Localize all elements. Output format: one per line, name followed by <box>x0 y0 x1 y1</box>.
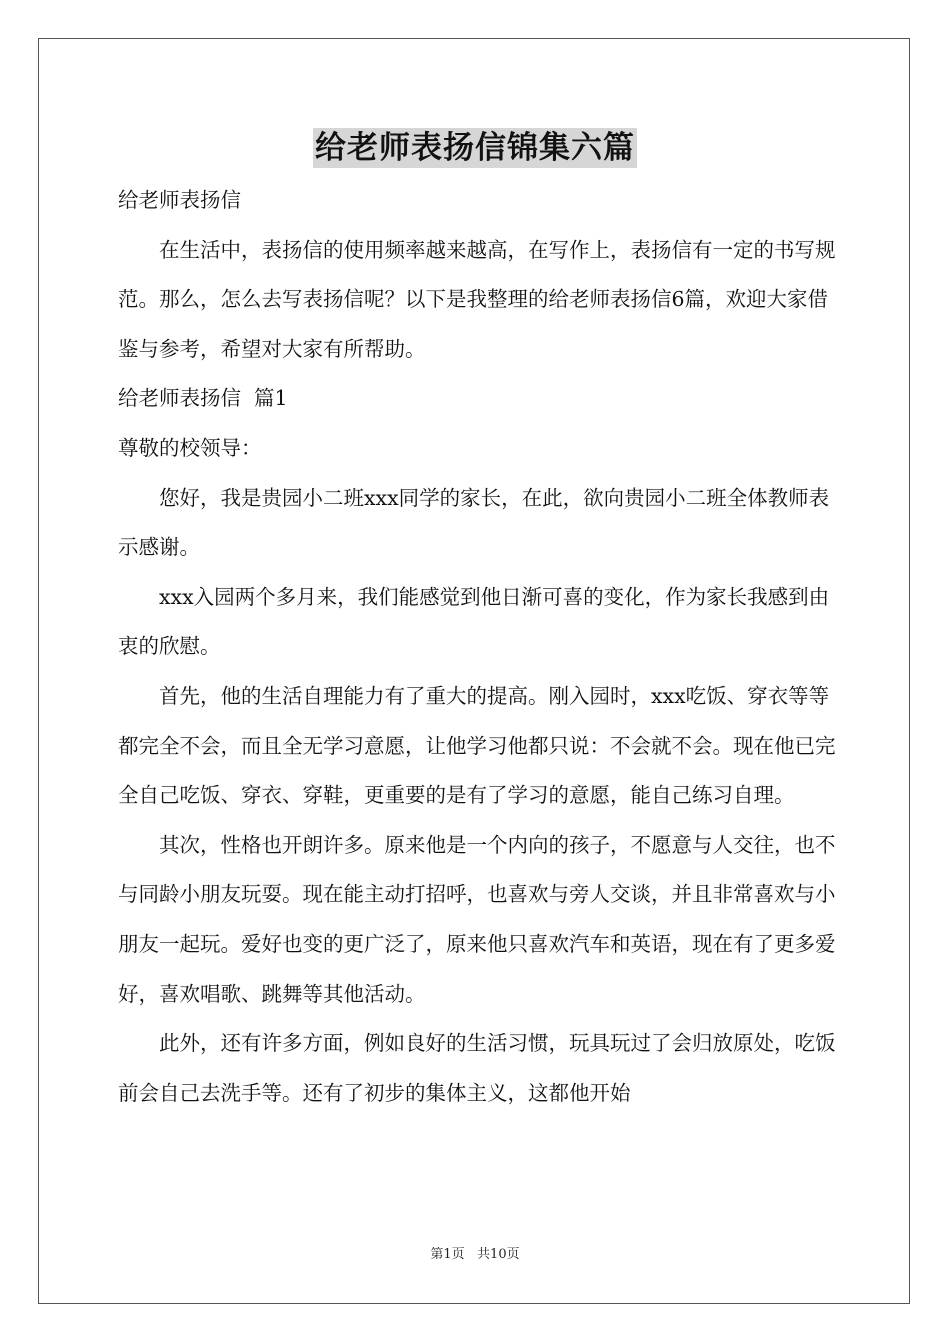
paragraph: 您好，我是贵园小二班xxx同学的家长，在此，欲向贵园小二班全体教师表示感谢。 <box>118 485 830 560</box>
page-number: 第1页 共10页 <box>430 1247 520 1262</box>
page-footer <box>0 1246 950 1264</box>
paragraph: 在生活中，表扬信的使用频率越来越高，在写作上，表扬信有一定的书写规范。那么，怎么去写表扬信呢？以下是我整理的给老师表扬信6篇，欢迎大家借鉴与参考，希望对大家有所帮助。 <box>118 237 836 361</box>
title-area <box>0 128 950 168</box>
document-body <box>118 176 836 1118</box>
paragraph: 其次，性格也开朗许多。原来他是一个内向的孩子，不愿意与人交往，也不与同龄小朋友玩耍。现在能主动打招呼，也喜欢与旁人交谈，并且非常喜欢与小朋友一起玩。爱好也变的更广泛了，原来他只喜欢汽车和英语，现在有了更多爱好，喜欢唱歌、跳舞等其他活动。 <box>118 832 836 1006</box>
paragraph: 此外，还有许多方面，例如良好的生活习惯，玩具玩过了会归放原处，吃饭前会自己去洗手等。还有了初步的集体主义，这都他开始 <box>118 1031 836 1105</box>
salutation: 尊敬的校领导： <box>118 435 262 460</box>
section-heading: 给老师表扬信 篇1 <box>118 386 288 411</box>
paragraph: 首先，他的生活自理能力有了重大的提高。刚入园时，xxx吃饭、穿衣等等都完全不会，而且全无学习意愿，让他学习他都只说：不会就不会。现在他已完全自己吃饭、穿衣、穿鞋，更重要的是有了学习的意愿，能自己练习自理。 <box>118 683 836 808</box>
paragraph: 给老师表扬信 <box>118 188 241 212</box>
paragraph: xxx入园两个多月来，我们能感觉到他日渐可喜的变化，作为家长我感到由衷的欣慰。 <box>118 584 830 659</box>
document-title: 给老师表扬信锦集六篇 <box>315 130 635 166</box>
